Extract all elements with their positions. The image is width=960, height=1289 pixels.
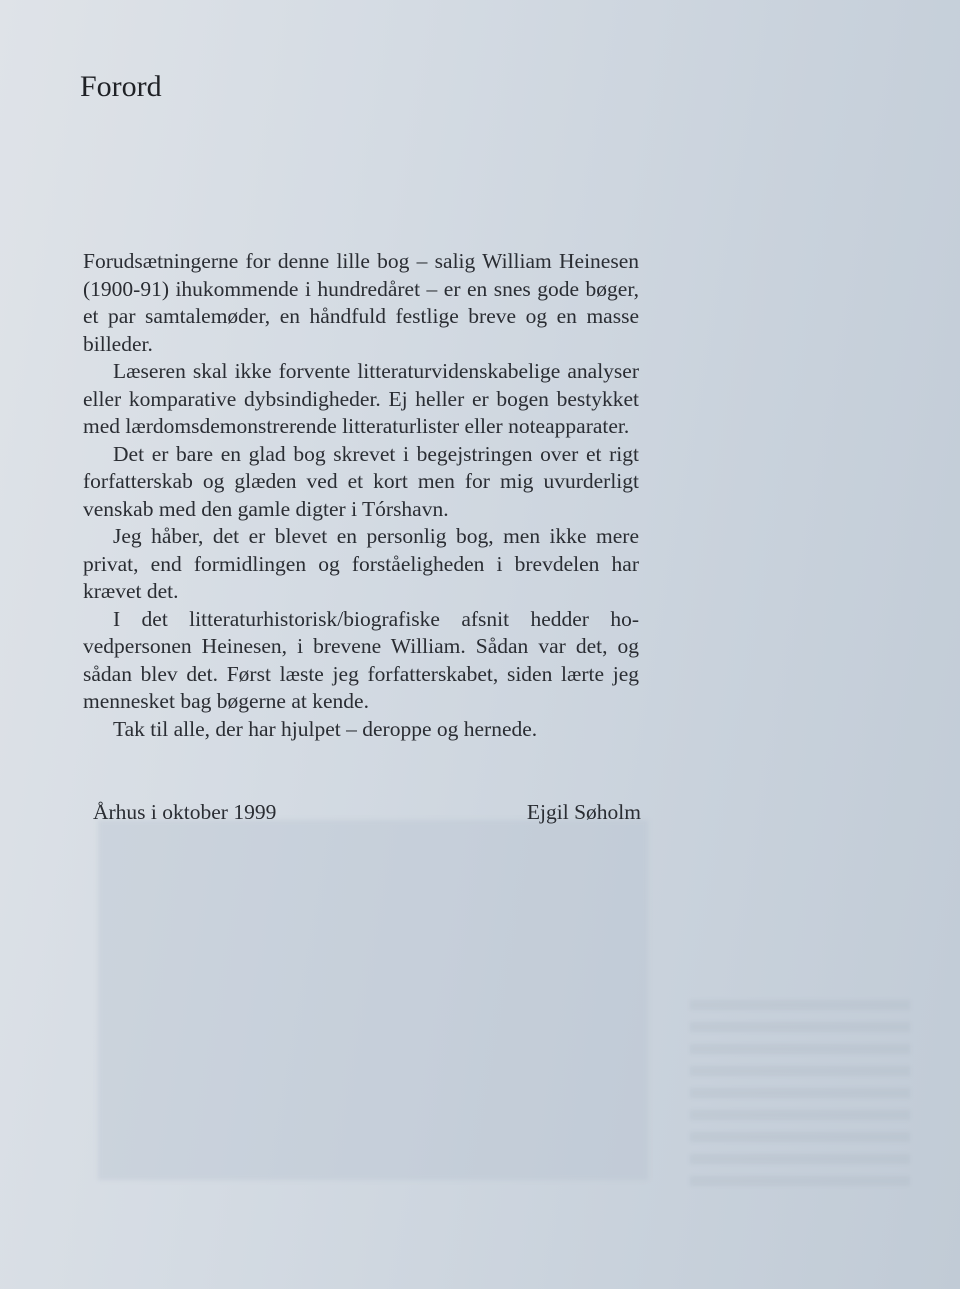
signature-row [93, 800, 641, 825]
page-title: Forord [80, 70, 162, 103]
paragraph: Tak til alle, der har hjulpet – deroppe og hernede. [113, 716, 538, 741]
show-through-text [690, 1000, 910, 1190]
author-name: Ejgil Søholm [526, 800, 641, 824]
paragraph: Jeg håber, det er blevet en personlig bog, men ikke mere privat, end formidlingen og forståeligheden i brevdelen har krævet det. [83, 524, 639, 603]
paragraph: Forudsætningerne for denne lille bog – salig William Heinesen (1900-91) ihukommende i hundredåret – er en snes gode bøger, et par samtalemøder, en håndfuld festlige breve og en masse billeder. [83, 249, 639, 356]
paragraph: Læseren skal ikke forvente litteraturvidenskabelige analyser eller komparative dybsindigheder. Ej heller er bogen bestykket med lærdomsdemonstrerende litteraturlister eller noteapparater. [83, 359, 639, 438]
paragraph: I det litteraturhistorisk/biografiske afsnit hedder hovedpersonen Heinesen, i brevene William. Sådan var det, og sådan blev det. Først læste jeg forfatterskabet, siden lærte jeg mennesket bag bøgerne at kende. [83, 606, 639, 713]
foreword-text [83, 248, 639, 743]
place-date: Århus i oktober 1999 [93, 800, 277, 824]
show-through-image [98, 820, 648, 1180]
paragraph: Det er bare en glad bog skrevet i begejstringen over et rigt forfatterskab og glæden ved et kort men for mig uvurderligt venskab med den gamle digter i Tórshavn. [83, 441, 639, 521]
